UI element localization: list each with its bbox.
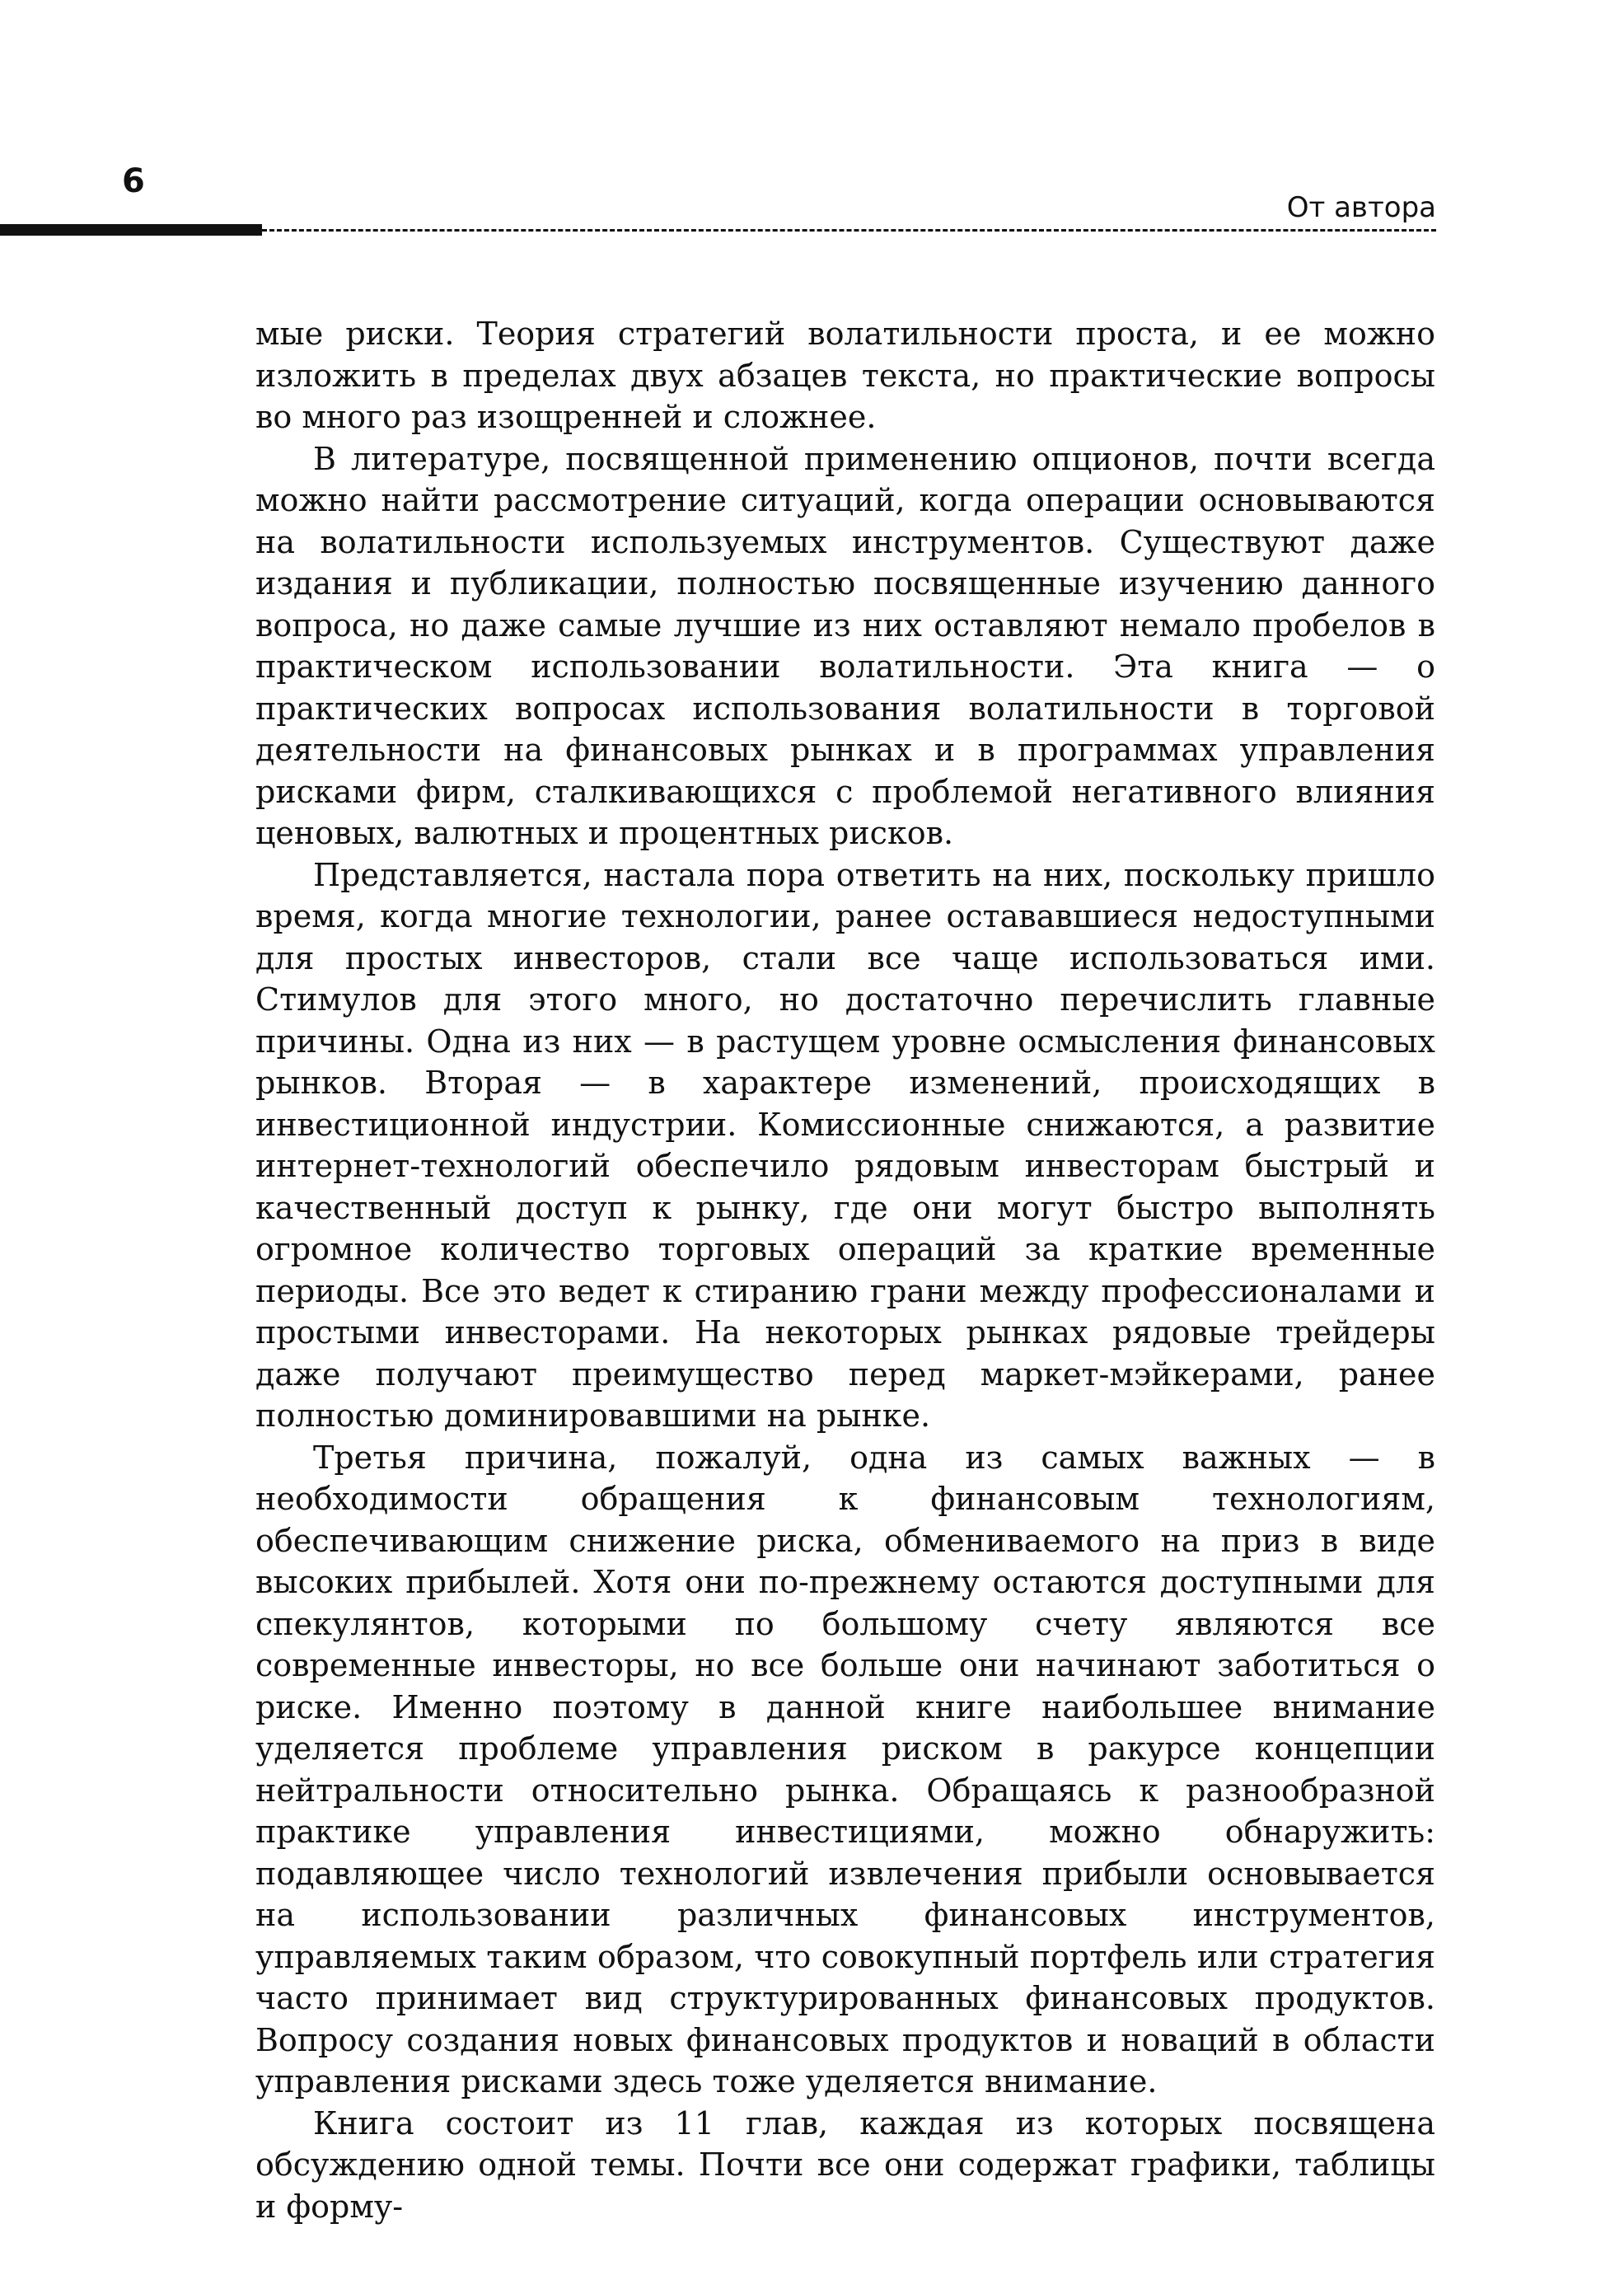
paragraph-5: Книга состоит из 11 глав, каждая из которых посвящена обсуждению одной темы. Почти все они содержат графики, таблицы и форму- — [255, 2104, 1435, 2225]
paragraph-2: В литературе, посвященной применению опционов, почти всегда можно найти рассмотрение ситуаций, когда операции основываются на волатильности используемых инструментов. Существуют даже издания и публикации, полностью посвященные изучению данного вопроса, но даже самые лучшие из них оставляют немало пробелов в практическом использовании волатильности. Эта книга — о практических вопросах использования волатильности в торговой деятельности на финансовых рынках и в программах управления рисками фирм, сталкивающихся с проблемой негативного влияния ценовых, валютных и процентных рисков. — [255, 440, 1435, 851]
running-title: От автора — [1286, 191, 1436, 224]
paragraph-4: Третья причина, пожалуй, одна из самых важных — в необходимости обращения к финансовым технологиям, обеспечивающим снижение риска, обмениваемого на приз в виде высоких прибылей. Хотя они по-прежнему остаются доступными для спекулянтов, которыми по большому счету являются все современные инвесторы, но все больше они начинают заботиться о риске. Именно поэтому в данной книге наибольшее внимание уделяется проблеме управления риском в ракурсе концепции нейтральности относительно рынка. Обращаясь к разнообразной практике управления инвестициями, можно обнаружить: подавляющее число технологий извлечения прибыли основывается на использовании различных финансовых инструментов, управляемых таким образом, что совокупный портфель или стратегия часто принимает вид структурированных финансовых продуктов. Вопросу создания новых финансовых продуктов и новаций в области управления рисками здесь тоже уделяется внимание. — [255, 1439, 1435, 2099]
header-rule-dashed — [262, 229, 1436, 232]
paragraph-1: мые риски. Теория стратегий волатильности проста, и ее можно изложить в пределах двух абзацев текста, но практические вопросы во много раз изощренней и сложнее. — [255, 316, 1435, 435]
header-rule-thick — [0, 224, 262, 236]
page-number: 6 — [122, 162, 145, 200]
body-text — [255, 313, 1435, 2227]
paragraph-3: Представляется, настала пора ответить на них, поскольку пришло время, когда многие технологии, ранее остававшиеся недоступными для простых инвесторов, стали все чаще использоваться ими. Стимулов для этого много, но достаточно перечислить главные причины. Одна из них — в растущем уровне осмысления финансовых рынков. Вторая — в характере изменений, происходящих в инвестиционной индустрии. Комиссионные снижаются, а развитие интернет-технологий обеспечило рядовым инвесторам быстрый и качественный доступ к рынку, где они могут быстро выполнять огромное количество торговых операций за краткие временные периоды. Все это ведет к стиранию грани между профессионалами и простыми инвесторами. На некоторых рынках рядовые трейдеры даже получают преимущество перед маркет-мэйкерами, ранее полностью доминировавшими на рынке. — [255, 856, 1435, 1434]
